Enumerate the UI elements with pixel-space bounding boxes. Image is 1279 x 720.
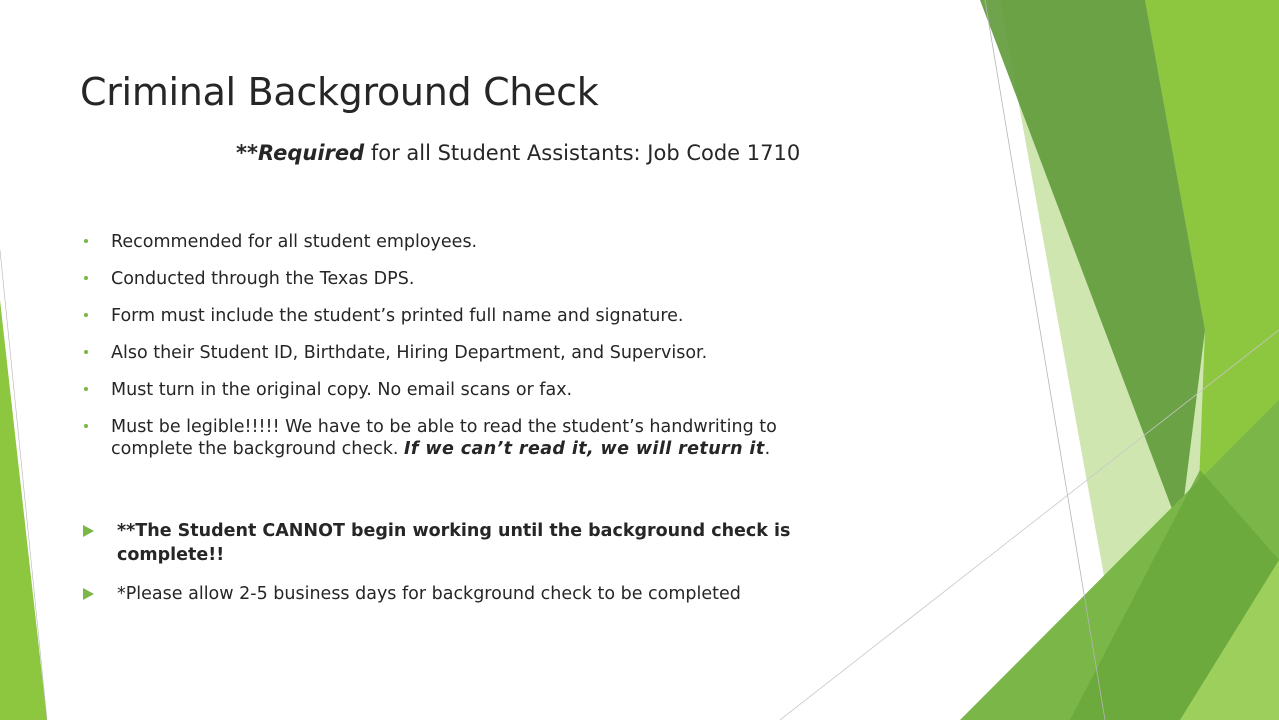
bullet-text: Form must include the student’s printed full name and signature. <box>111 306 684 326</box>
bullet-text: Conducted through the Texas DPS. <box>111 269 415 289</box>
arrow-text-line2: complete!! <box>117 545 225 565</box>
subtitle-emphasis: **Required <box>236 141 365 165</box>
arrow-text: *Please allow 2-5 business days for background check to be completed <box>117 584 741 604</box>
bullet-dot-icon <box>84 313 88 317</box>
list-item <box>84 305 777 327</box>
bullet-text: Must be legible!!!!! We have to be able to read the student’s handwriting to <box>111 417 777 437</box>
bullet-text-end: . <box>764 439 771 459</box>
list-item <box>84 231 777 253</box>
bullet-dot-icon <box>84 424 88 428</box>
list-item <box>80 519 790 567</box>
bullet-dot-icon <box>84 276 88 280</box>
arrow-list <box>80 519 790 621</box>
bullet-dot-icon <box>84 387 88 391</box>
list-item <box>84 268 777 290</box>
slide-title: Criminal Background Check <box>80 70 599 114</box>
left-green-sliver <box>0 300 47 720</box>
arrow-text: **The Student CANNOT begin working until the background check is <box>117 521 791 541</box>
bullet-dot-icon <box>84 239 88 243</box>
bullet-text-line2: complete the background check. <box>111 439 405 459</box>
bullet-list <box>84 231 777 460</box>
list-item <box>84 416 777 460</box>
bullet-dot-icon <box>84 350 88 354</box>
arrow-bullet-icon <box>83 525 94 537</box>
slide-subtitle <box>236 141 800 165</box>
bullet-text: Must turn in the original copy. No email scans or fax. <box>111 380 573 400</box>
subtitle-rest: for all Student Assistants: Job Code 1710 <box>364 141 801 165</box>
bullet-text: Recommended for all student employees. <box>111 232 478 252</box>
list-item <box>80 582 790 606</box>
list-item <box>84 342 777 364</box>
bullet-text: Also their Student ID, Birthdate, Hiring Department, and Supervisor. <box>111 343 708 363</box>
list-item <box>84 379 777 401</box>
arrow-bullet-icon <box>83 588 94 600</box>
bullet-italic-warning: If we can’t read it, we will return it <box>404 439 765 459</box>
